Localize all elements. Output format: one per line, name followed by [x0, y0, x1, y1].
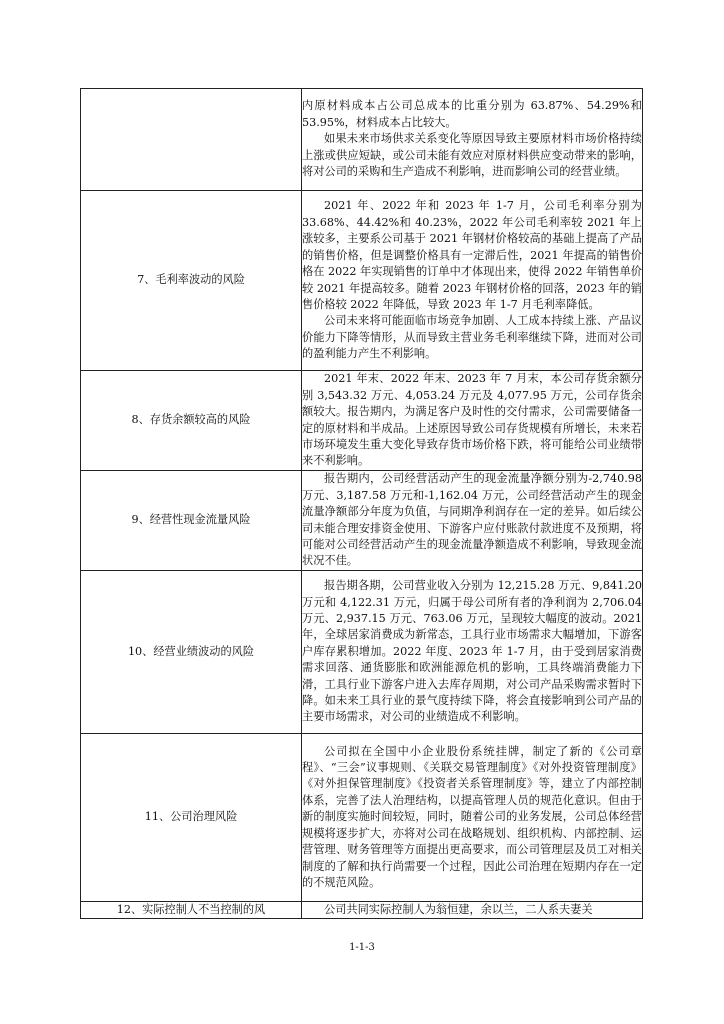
page-number: 1-1-3	[349, 942, 375, 953]
table-row	[81, 371, 643, 471]
table-row	[81, 471, 643, 571]
risk-title: 10、经营业绩波动的风险	[81, 571, 302, 734]
table-row	[81, 734, 643, 902]
paragraph: 2021 年、2022 年和 2023 年 1-7 月，公司毛利率分别为 33.68%、44.42%和 40.23%，2022 年公司毛利率较 2021 年上涨较多，主要系公司基于 2021 年钢材价格较高的基础上提高了产品的销售价格，但是调整价格具有一定滞后性，2021 年提高的销售价格在 2022 年实现销售的订单中才体现出来，使得 2022 年销售单价较 2021 年提高较多。随着 2023 年钢材价格的回落，2023 年的销售价格较 2022 年降低，导致 2023 年 1-7 月毛利率降低。	[302, 199, 642, 311]
risk-title: 9、经营性现金流量风险	[81, 471, 302, 571]
table-row	[81, 902, 643, 919]
paragraph: 公司未来将可能面临市场竞争加剧、人工成本持续上涨、产品议价能力下降等情形，从而导致主营业务毛利率继续下降，进而对公司的盈利能力产生不利影响。	[302, 314, 642, 361]
table-row	[81, 89, 643, 191]
risk-description	[302, 902, 643, 919]
risk-description	[302, 571, 643, 734]
risk-description	[302, 734, 643, 902]
risk-title: 11、公司治理风险	[81, 734, 302, 902]
risk-description	[302, 89, 643, 191]
paragraph: 公司共同实际控制人为翁恒建，余以兰，二人系夫妻关	[324, 903, 593, 916]
paragraph: 内原材料成本占公司总成本的比重分别为 63.87%、54.29%和 53.95%，材料成本占比较大。	[302, 99, 642, 129]
risk-description	[302, 371, 643, 471]
paragraph: 2021 年末、2022 年末、2023 年 7 月末，本公司存货余额分别 3,543.32 万元、4,053.24 万元及 4,077.95 万元，公司存货余额较大。报告期内，为满足客户及时性的交付需求，公司需要储备一定的原材料和半成品。上述原因导致公司存货规模有所增长，未来若市场环境发生重大变化导致存货市场价格下跌，将可能给公司业绩带来不利影响。	[302, 372, 642, 468]
risk-description	[302, 191, 643, 371]
risk-title	[81, 89, 302, 191]
risk-title: 7、毛利率波动的风险	[81, 191, 302, 371]
table-row	[81, 571, 643, 734]
risk-title: 12、实际控制人不当控制的风	[81, 902, 302, 919]
risk-description	[302, 471, 643, 571]
risk-title: 8、存货余额较高的风险	[81, 371, 302, 471]
paragraph: 报告期内，公司经营活动产生的现金流量净额分别为-2,740.98 万元、3,187.58 万元和-1,162.04 万元，公司经营活动产生的现金流量净额部分年度为负值，与同期净利润存在一定的差异。如后续公司未能合理安排资金使用、下游客户应付账款付款进度不及预期，将可能对公司经营活动产生的现金流量净额造成不利影响，导致现金流状况不佳。	[302, 472, 642, 568]
risk-factor-table	[80, 88, 643, 919]
paragraph: 报告期各期，公司营业收入分别为 12,215.28 万元、9,841.20 万元和 4,122.31 万元，归属于母公司所有者的净利润为 2,706.04 万元、2,937.15 万元、763.06 万元，呈现较大幅度的波动。2021 年，全球居家消费成为新常态，工具行业市场需求大幅增加，下游客户库存累积增加。2022 年度、2023 年 1-7 月，由于受到居家消费需求回落、通货膨胀和欧洲能源危机的影响，工具终端消费能力下滑，工具行业下游客户进入去库存周期，对公司产品采购需求暂时下降。如未来工具行业的景气度持续下降，将会直接影响到公司产品的主要市场需求，对公司的业绩造成不利影响。	[302, 579, 642, 724]
paragraph: 如果未来市场供求关系变化等原因导致主要原材料市场价格持续上涨或供应短缺，或公司未能有效应对原材料供应变动带来的影响，将对公司的采购和生产造成不利影响，进而影响公司的经营业绩。	[302, 132, 642, 179]
paragraph: 公司拟在全国中小企业股份系统挂牌，制定了新的《公司章程》、“三会”议事规则、《关联交易管理制度》《对外投资管理制度》《对外担保管理制度》《投资者关系管理制度》等，建立了内部控制体系，完善了法人治理结构，以提高管理人员的规范化意识。但由于新的制度实施时间较短，同时，随着公司的业务发展，公司总体经营规模将逐步扩大，亦将对公司在战略规划、组织机构、内部控制、运营管理、财务管理等方面提出更高要求，而公司管理层及员工对相关制度的了解和执行尚需要一个过程，因此公司治理在短期内存在一定的不规范风险。	[302, 744, 642, 889]
table-row	[81, 191, 643, 371]
